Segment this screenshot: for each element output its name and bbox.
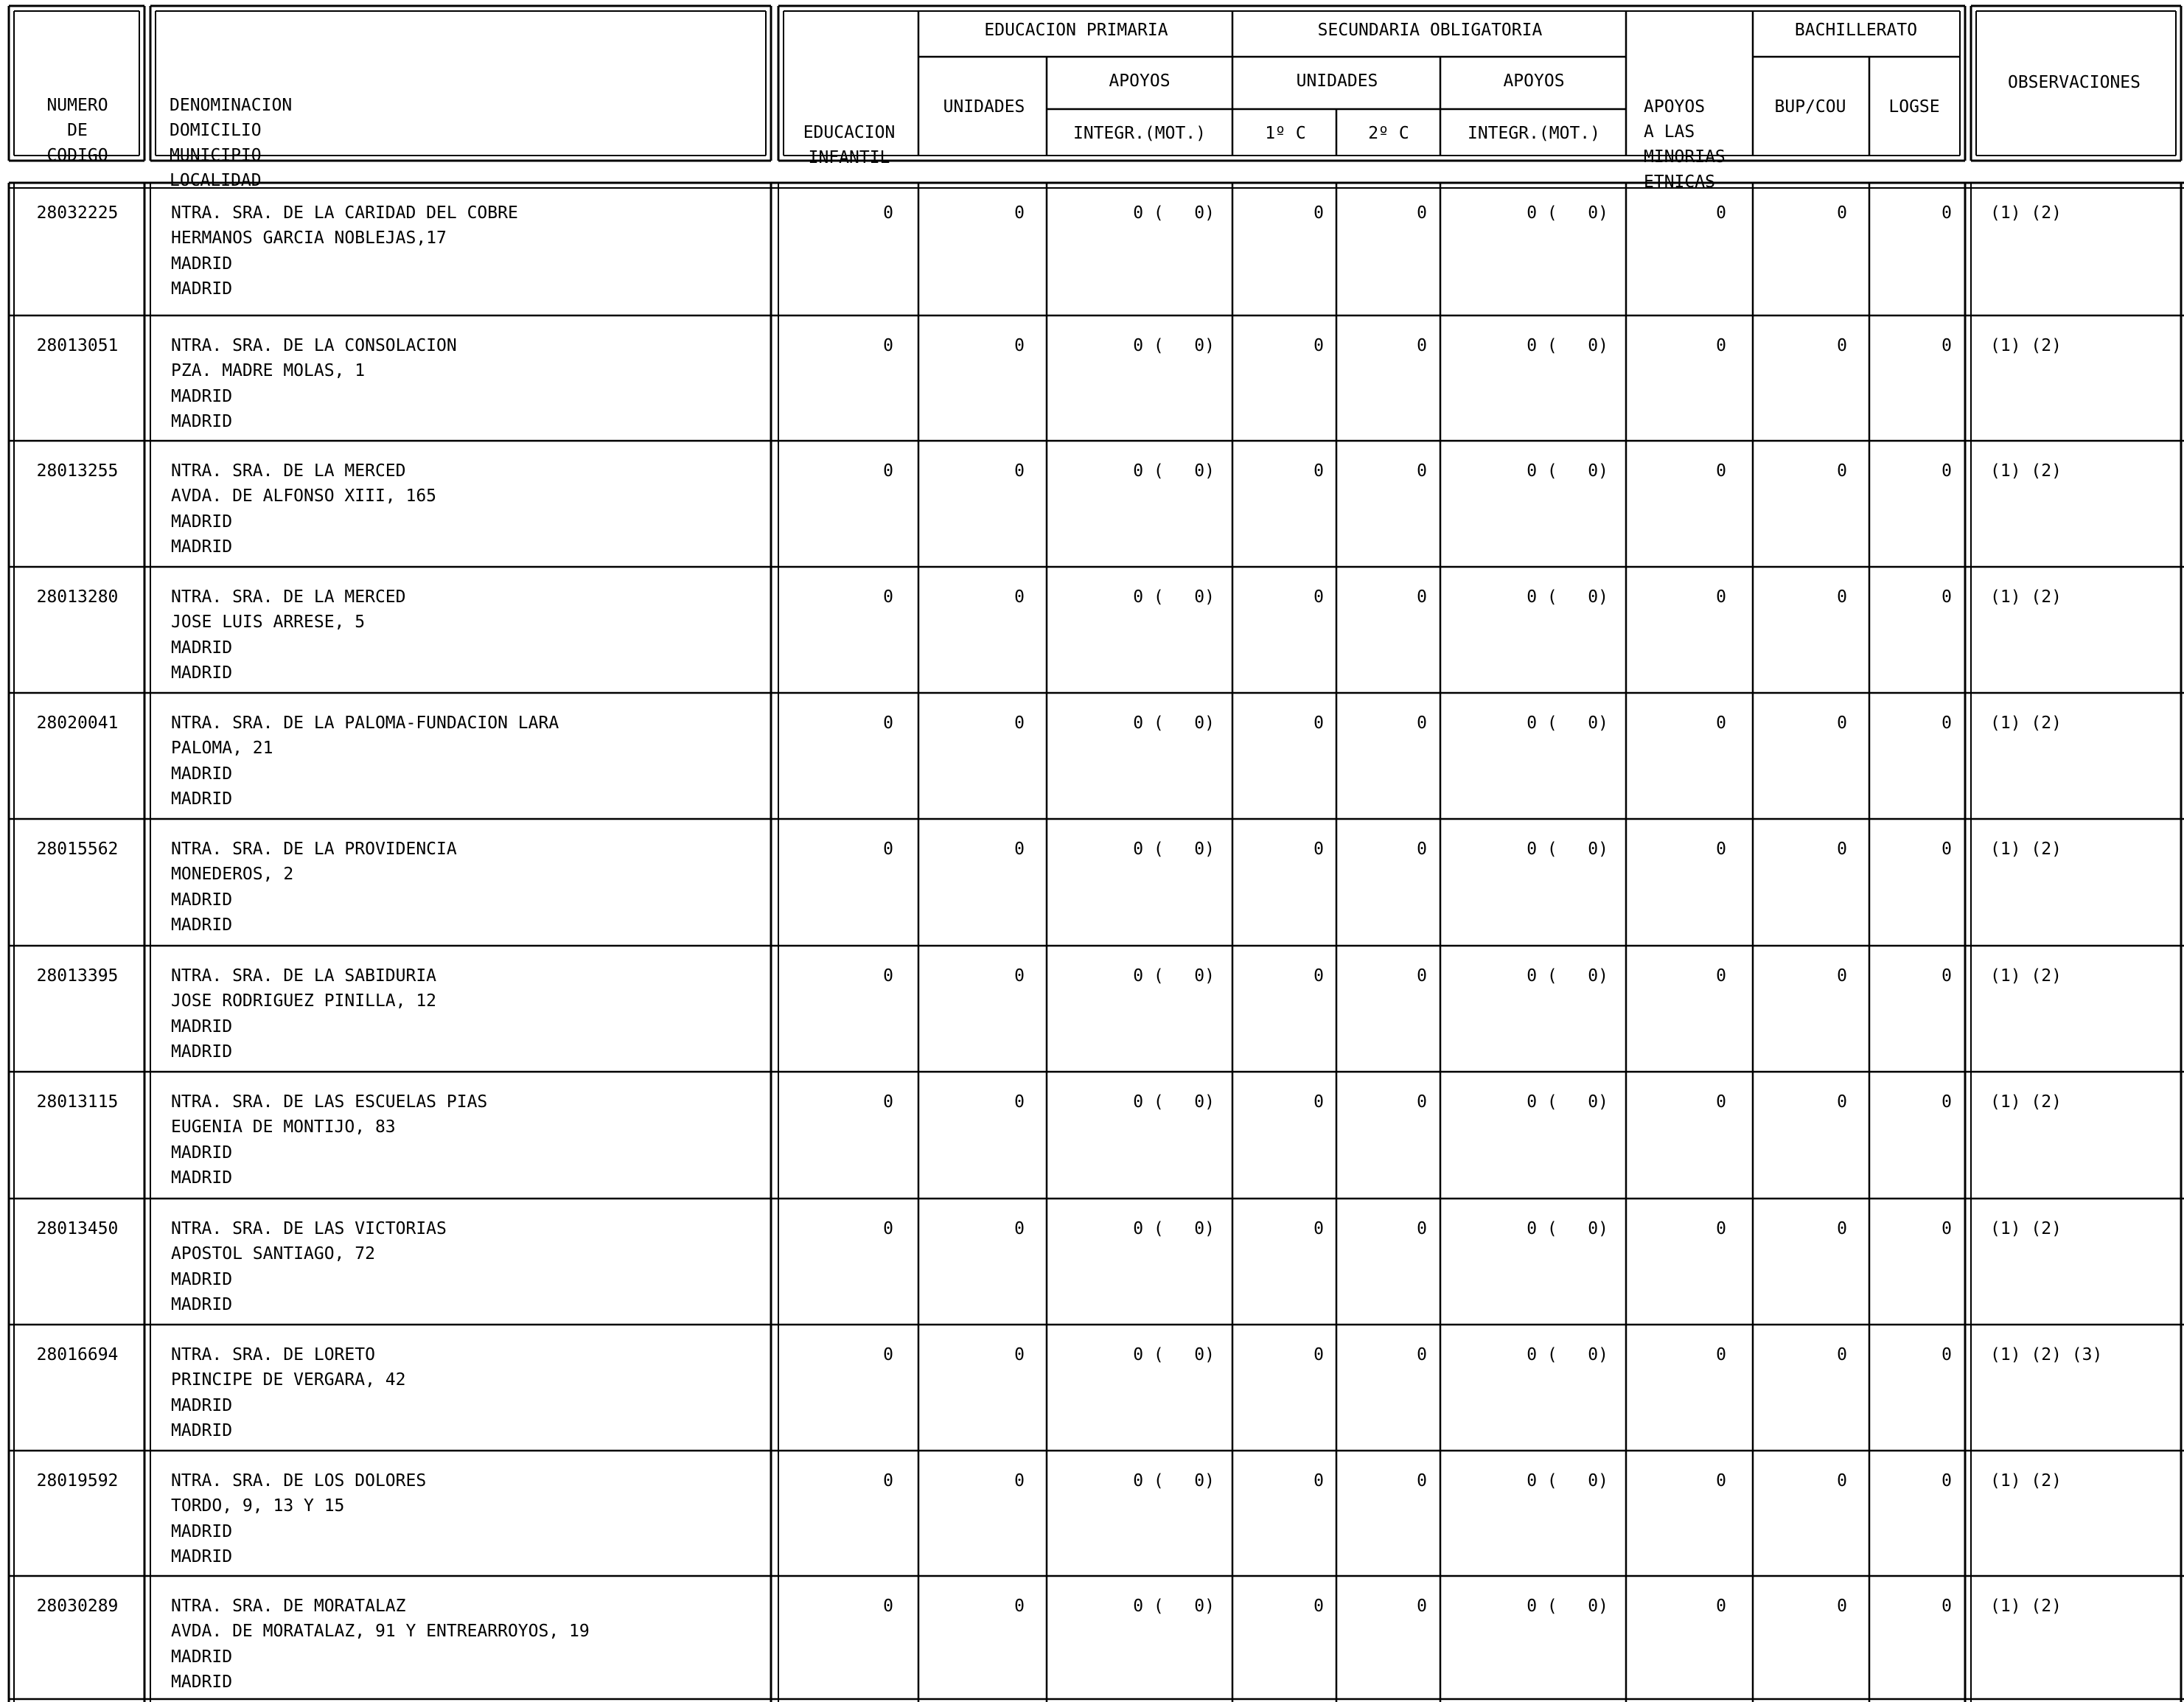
denominacion-line: HERMANOS GARCIA NOBLEJAS,17 [171,229,447,248]
cell-observaciones: (1) (2) [1990,1471,2062,1490]
cell-ep-apoyos: 0 ( 0) [1133,1345,1215,1364]
header-logse: LOGSE [1888,97,1940,116]
cell-bup-cou: 0 [1837,714,1847,733]
header-denominacion: DENOMINACION DOMICILIO MUNICIPIO LOCALIDAD [170,96,293,190]
cell-ep-apoyos: 0 ( 0) [1133,336,1215,355]
cell-observaciones: (1) (2) [1990,840,2062,859]
denominacion-line: MADRID [171,789,233,809]
cell-so-2c: 0 [1417,840,1427,859]
cell-bup-cou: 0 [1837,1092,1847,1112]
header-bup-cou: BUP/COU [1774,97,1846,116]
cell-so-1c: 0 [1313,840,1324,859]
cell-codigo: 28019592 [36,1471,119,1490]
cell-so-2c: 0 [1417,1092,1427,1112]
cell-denominacion [171,1089,487,1191]
cell-denominacion [171,1594,590,1695]
denominacion-line: NTRA. SRA. DE LAS VICTORIAS [171,1219,447,1238]
header-educacion-infantil: EDUCACION INFANTIL [803,123,896,167]
cell-denominacion [171,711,559,812]
denominacion-line: PRINCIPE DE VERGARA, 42 [171,1370,406,1390]
denominacion-line: NTRA. SRA. DE LOS DOLORES [171,1471,427,1490]
cell-so-1c: 0 [1313,336,1324,355]
cell-logse: 0 [1941,966,1952,986]
cell-minorias: 0 [1716,1471,1726,1490]
cell-codigo: 28013115 [36,1092,119,1112]
header-so-2c: 2º C [1368,124,1409,143]
cell-educacion-infantil: 0 [883,587,893,607]
cell-denominacion [171,963,436,1065]
denominacion-line: JOSE RODRIGUEZ PINILLA, 12 [171,991,437,1011]
cell-educacion-infantil: 0 [883,966,893,986]
cell-so-apoyos: 0 ( 0) [1527,1471,1608,1490]
cell-ep-unidades: 0 [1014,203,1025,223]
header-bachillerato: BACHILLERATO [1794,21,1918,40]
cell-minorias: 0 [1716,714,1726,733]
cell-ep-unidades: 0 [1014,1345,1025,1364]
cell-ep-unidades: 0 [1014,461,1025,481]
cell-bup-cou: 0 [1837,1219,1847,1238]
denominacion-line: EUGENIA DE MONTIJO, 83 [171,1117,396,1137]
cell-codigo: 28013051 [36,336,119,355]
cell-ep-apoyos: 0 ( 0) [1133,966,1215,986]
header-apoyos-minorias: APOYOS A LAS MINORIAS ETNICAS [1644,97,1726,192]
denominacion-line: MADRID [171,1547,233,1567]
cell-ep-unidades: 0 [1014,1597,1025,1616]
cell-so-apoyos: 0 ( 0) [1527,1219,1608,1238]
cell-educacion-infantil: 0 [883,1345,893,1364]
cell-so-apoyos: 0 ( 0) [1527,336,1608,355]
cell-observaciones: (1) (2) [1990,966,2062,986]
denominacion-line: AVDA. DE MORATALAZ, 91 Y ENTREARROYOS, 19 [171,1622,590,1642]
cell-logse: 0 [1941,840,1952,859]
cell-minorias: 0 [1716,1219,1726,1238]
cell-bup-cou: 0 [1837,966,1847,986]
cell-minorias: 0 [1716,840,1726,859]
cell-observaciones: (1) (2) [1990,336,2062,355]
denominacion-line: NTRA. SRA. DE LA MERCED [171,587,406,607]
cell-observaciones: (1) (2) [1990,461,2062,481]
header-so-apoyos: APOYOS [1503,72,1565,91]
denominacion-line: MADRID [171,638,233,658]
cell-ep-unidades: 0 [1014,714,1025,733]
cell-codigo: 28030289 [36,1597,119,1616]
cell-so-1c: 0 [1313,1219,1324,1238]
denominacion-line: MADRID [171,1042,233,1062]
cell-bup-cou: 0 [1837,336,1847,355]
cell-bup-cou: 0 [1837,587,1847,607]
header-so-1c: 1º C [1265,124,1306,143]
denominacion-line: JOSE LUIS ARRESE, 5 [171,613,366,632]
cell-observaciones: (1) (2) [1990,587,2062,607]
cell-minorias: 0 [1716,587,1726,607]
cell-educacion-infantil: 0 [883,1471,893,1490]
denominacion-line: MADRID [171,1395,233,1415]
cell-logse: 0 [1941,461,1952,481]
cell-so-apoyos: 0 ( 0) [1527,461,1608,481]
cell-logse: 0 [1941,336,1952,355]
cell-logse: 0 [1941,1219,1952,1238]
cell-educacion-infantil: 0 [883,714,893,733]
denominacion-line: PALOMA, 21 [171,739,273,758]
cell-codigo: 28013280 [36,587,119,607]
denominacion-line: NTRA. SRA. DE LA MERCED [171,461,406,481]
cell-so-2c: 0 [1417,461,1427,481]
cell-ep-apoyos: 0 ( 0) [1133,1471,1215,1490]
denominacion-line: NTRA. SRA. DE LA PROVIDENCIA [171,840,457,859]
header-numero: NUMERO DE CODIGO [46,96,108,165]
cell-so-1c: 0 [1313,587,1324,607]
denominacion-line: APOSTOL SANTIAGO, 72 [171,1244,375,1264]
cell-denominacion [171,200,518,302]
denominacion-line: MADRID [171,1295,233,1315]
cell-so-apoyos: 0 ( 0) [1527,203,1608,223]
cell-so-2c: 0 [1417,714,1427,733]
header-ep-integr: INTEGR.(MOT.) [1072,124,1206,143]
cell-ep-apoyos: 0 ( 0) [1133,840,1215,859]
cell-so-apoyos: 0 ( 0) [1527,840,1608,859]
cell-observaciones: (1) (2) [1990,1092,2062,1112]
denominacion-line: MADRID [171,412,233,432]
cell-so-apoyos: 0 ( 0) [1527,1345,1608,1364]
denominacion-line: MADRID [171,1269,233,1289]
cell-codigo: 28013395 [36,966,119,986]
cell-ep-apoyos: 0 ( 0) [1133,714,1215,733]
cell-bup-cou: 0 [1837,461,1847,481]
header-secundaria: SECUNDARIA OBLIGATORIA [1317,21,1543,40]
cell-so-apoyos: 0 ( 0) [1527,714,1608,733]
cell-codigo: 28020041 [36,714,119,733]
cell-educacion-infantil: 0 [883,203,893,223]
cell-denominacion [171,1468,426,1570]
cell-logse: 0 [1941,714,1952,733]
denominacion-line: MADRID [171,764,233,784]
denominacion-line: MADRID [171,890,233,910]
denominacion-line: MADRID [171,512,233,531]
cell-codigo: 28015562 [36,840,119,859]
cell-bup-cou: 0 [1837,1345,1847,1364]
cell-ep-apoyos: 0 ( 0) [1133,1219,1215,1238]
cell-observaciones: (1) (2) [1990,1597,2062,1616]
cell-so-apoyos: 0 ( 0) [1527,1092,1608,1112]
header-ep-apoyos: APOYOS [1109,72,1171,91]
cell-bup-cou: 0 [1837,840,1847,859]
denominacion-line: NTRA. SRA. DE MORATALAZ [171,1597,406,1616]
denominacion-line: MADRID [171,1143,233,1162]
denominacion-line: MONEDEROS, 2 [171,865,294,885]
header-educacion-primaria: EDUCACION PRIMARIA [984,21,1168,40]
cell-observaciones: (1) (2) (3) [1990,1345,2103,1364]
denominacion-line: MADRID [171,663,233,683]
header-so-integr: INTEGR.(MOT.) [1467,124,1600,143]
denominacion-line: MADRID [171,1521,233,1541]
denominacion-line: NTRA. SRA. DE LAS ESCUELAS PIAS [171,1092,488,1112]
denominacion-line: MADRID [171,1673,233,1692]
cell-educacion-infantil: 0 [883,840,893,859]
denominacion-line: MADRID [171,254,233,273]
cell-so-2c: 0 [1417,336,1427,355]
cell-so-1c: 0 [1313,1597,1324,1616]
cell-educacion-infantil: 0 [883,1597,893,1616]
cell-so-1c: 0 [1313,461,1324,481]
denominacion-line: NTRA. SRA. DE LA CARIDAD DEL COBRE [171,203,518,223]
cell-so-2c: 0 [1417,1471,1427,1490]
denominacion-line: MADRID [171,279,233,299]
cell-ep-apoyos: 0 ( 0) [1133,203,1215,223]
cell-so-apoyos: 0 ( 0) [1527,1597,1608,1616]
cell-so-2c: 0 [1417,966,1427,986]
cell-logse: 0 [1941,1345,1952,1364]
cell-ep-unidades: 0 [1014,1092,1025,1112]
cell-denominacion [171,458,436,560]
cell-ep-unidades: 0 [1014,966,1025,986]
cell-so-2c: 0 [1417,1597,1427,1616]
cell-minorias: 0 [1716,1597,1726,1616]
cell-denominacion [171,1216,447,1318]
cell-educacion-infantil: 0 [883,1092,893,1112]
cell-minorias: 0 [1716,336,1726,355]
cell-minorias: 0 [1716,1092,1726,1112]
cell-minorias: 0 [1716,203,1726,223]
cell-so-2c: 0 [1417,203,1427,223]
cell-logse: 0 [1941,587,1952,607]
cell-denominacion [171,837,457,938]
cell-bup-cou: 0 [1837,1471,1847,1490]
cell-educacion-infantil: 0 [883,1219,893,1238]
cell-so-1c: 0 [1313,714,1324,733]
denominacion-line: MADRID [171,386,233,406]
cell-so-1c: 0 [1313,203,1324,223]
cell-denominacion [171,333,457,435]
cell-so-2c: 0 [1417,587,1427,607]
cell-so-1c: 0 [1313,1092,1324,1112]
cell-logse: 0 [1941,1092,1952,1112]
cell-ep-apoyos: 0 ( 0) [1133,461,1215,481]
denominacion-line: MADRID [171,1168,233,1188]
cell-so-apoyos: 0 ( 0) [1527,587,1608,607]
cell-denominacion [171,585,406,686]
cell-minorias: 0 [1716,461,1726,481]
cell-codigo: 28032225 [36,203,119,223]
header-ep-unidades: UNIDADES [943,97,1025,116]
denominacion-line: PZA. MADRE MOLAS, 1 [171,361,366,381]
denominacion-line: TORDO, 9, 13 Y 15 [171,1496,345,1516]
cell-observaciones: (1) (2) [1990,714,2062,733]
cell-codigo: 28013255 [36,461,119,481]
denominacion-line: AVDA. DE ALFONSO XIII, 165 [171,486,437,506]
cell-logse: 0 [1941,203,1952,223]
cell-logse: 0 [1941,1471,1952,1490]
denominacion-line: NTRA. SRA. DE LA CONSOLACION [171,336,457,355]
cell-bup-cou: 0 [1837,1597,1847,1616]
cell-so-apoyos: 0 ( 0) [1527,966,1608,986]
cell-so-1c: 0 [1313,966,1324,986]
cell-ep-apoyos: 0 ( 0) [1133,1597,1215,1616]
denominacion-line: NTRA. SRA. DE LA PALOMA-FUNDACION LARA [171,714,559,733]
cell-ep-unidades: 0 [1014,1471,1025,1490]
cell-so-2c: 0 [1417,1219,1427,1238]
cell-observaciones: (1) (2) [1990,203,2062,223]
denominacion-line: MADRID [171,1421,233,1441]
denominacion-line: MADRID [171,537,233,557]
denominacion-line: MADRID [171,1647,233,1667]
denominacion-line: MADRID [171,1016,233,1036]
header-so-unidades: UNIDADES [1296,72,1378,91]
cell-ep-unidades: 0 [1014,1219,1025,1238]
cell-educacion-infantil: 0 [883,336,893,355]
cell-so-1c: 0 [1313,1471,1324,1490]
denominacion-line: MADRID [171,915,233,935]
cell-ep-apoyos: 0 ( 0) [1133,1092,1215,1112]
denominacion-line: NTRA. SRA. DE LA SABIDURIA [171,966,437,986]
cell-minorias: 0 [1716,966,1726,986]
denominacion-line: NTRA. SRA. DE LORETO [171,1345,375,1364]
cell-codigo: 28016694 [36,1345,119,1364]
cell-ep-unidades: 0 [1014,336,1025,355]
cell-educacion-infantil: 0 [883,461,893,481]
cell-so-1c: 0 [1313,1345,1324,1364]
cell-ep-unidades: 0 [1014,587,1025,607]
cell-ep-apoyos: 0 ( 0) [1133,587,1215,607]
header-observaciones: OBSERVACIONES [2007,73,2141,92]
cell-so-2c: 0 [1417,1345,1427,1364]
cell-bup-cou: 0 [1837,203,1847,223]
cell-observaciones: (1) (2) [1990,1219,2062,1238]
cell-ep-unidades: 0 [1014,840,1025,859]
cell-logse: 0 [1941,1597,1952,1616]
cell-denominacion [171,1342,406,1444]
cell-codigo: 28013450 [36,1219,119,1238]
cell-minorias: 0 [1716,1345,1726,1364]
